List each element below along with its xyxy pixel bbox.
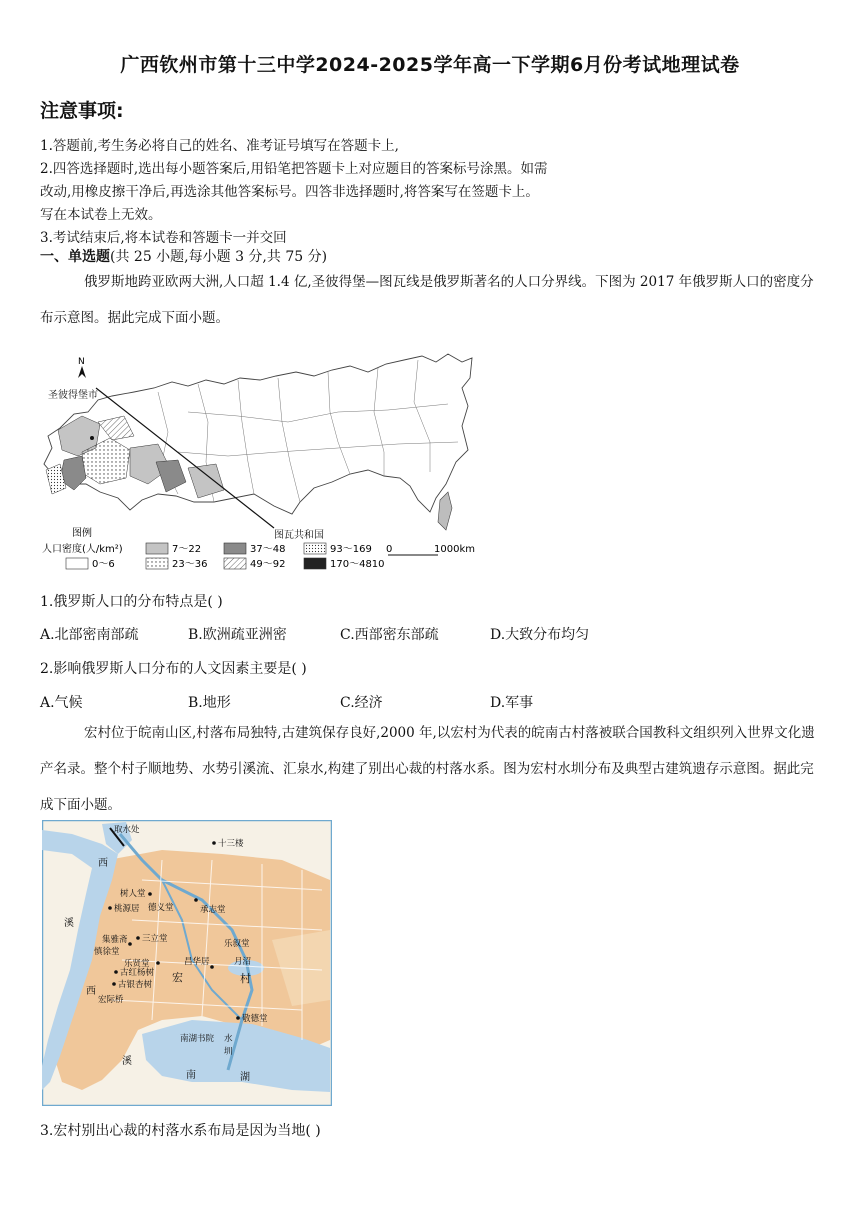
label-shurentang: 树人堂 <box>120 889 146 899</box>
q2-option-b[interactable]: B.地形 <box>188 695 231 711</box>
label-cun: 村 <box>240 972 251 985</box>
label-gu-yinxingshu: 古银杏树 <box>118 980 153 990</box>
notice-line-4: 写在本试卷上无效。 <box>40 207 162 223</box>
legend-class-1: 7～22 <box>172 544 202 555</box>
region-label: 图瓦共和国 <box>274 530 324 541</box>
russia-density-map <box>38 352 478 574</box>
q2-option-d[interactable]: D.军事 <box>490 695 534 711</box>
legend-swatch-1 <box>146 543 168 554</box>
legend-title: 图例 <box>72 528 92 539</box>
label-nan: 南 <box>186 1070 196 1081</box>
notice-line-2: 2.四答选择题时,选出每小题答案后,用铅笔把答题卡上对应题目的答案标号涂黑。如需 <box>40 161 548 177</box>
page-title: 广西钦州市第十三中学2024-2025学年高一下学期6月份考试地理试卷 <box>120 54 740 76</box>
legend-swatch-5 <box>146 558 168 569</box>
label-hongjiqiao: 宏际桥 <box>98 995 124 1005</box>
label-xi-2: 溪 <box>64 918 74 929</box>
north-arrow-icon <box>78 366 86 378</box>
q2-option-c[interactable]: C.经济 <box>340 695 383 711</box>
question-1-stem: 1.俄罗斯人口的分布特点是( ) <box>40 594 223 610</box>
north-label: N <box>78 357 85 367</box>
label-lexiantang: 乐贤堂 <box>124 959 150 969</box>
label-taoyuanju: 桃源居 <box>114 904 140 914</box>
legend-class-2: 37～48 <box>250 544 286 555</box>
question-3-stem: 3.宏村别出心裁的村落水系布局是因为当地( ) <box>40 1123 321 1139</box>
section-note: (共 25 小题,每小题 3 分,共 75 分) <box>110 249 328 265</box>
legend-swatch-4 <box>66 558 88 569</box>
label-zhen: 圳 <box>224 1047 233 1057</box>
legend-class-4: 0～6 <box>92 559 115 570</box>
label-deyitang: 德义堂 <box>148 903 174 913</box>
label-intake: 取水处 <box>114 825 140 835</box>
label-yuezhao: 月沼 <box>234 957 252 967</box>
notice-line-3: 改动,用橡皮擦干净后,再选涂其他答案标号。四答非选择题时,将答案写在签题卡上。 <box>40 184 539 200</box>
q1-option-c[interactable]: C.西部密东部疏 <box>340 627 439 643</box>
notice-line-1: 1.答题前,考生务必将自己的姓名、准考证号填写在答题卡上, <box>40 138 399 154</box>
label-xi-1: 西 <box>98 858 108 869</box>
passage-2: 宏村位于皖南山区,村落布局独特,古建筑保存良好,2000 年,以宏村为代表的皖南古村落被联合国教科文组织列入世界文化遗产名录。整个村子顺地势、水势引溪流、汇泉水,构建了别出心裁的村落水系。图为宏村水圳分布及典型古建筑遗存示意图。据此完成下面小题。 <box>40 725 815 813</box>
q2-option-a[interactable]: A.气候 <box>40 695 83 711</box>
city-label: 圣彼得堡市 <box>48 390 98 401</box>
notice-heading: 注意事项: <box>40 100 124 122</box>
label-chengzhitang: 承志堂 <box>200 905 226 915</box>
q1-option-a[interactable]: A.北部密南部疏 <box>40 627 139 643</box>
label-shui: 水 <box>224 1034 233 1044</box>
label-xi-3: 西 <box>86 986 96 997</box>
label-lexutang: 乐叙堂 <box>224 939 250 949</box>
label-hu: 湖 <box>240 1072 250 1083</box>
legend-swatch-7 <box>304 558 326 569</box>
sakhalin-island <box>438 492 452 530</box>
label-sanlitang: 三立堂 <box>142 934 168 944</box>
scale-end: 1000km <box>434 544 475 555</box>
passage-1: 俄罗斯地跨亚欧两大洲,人口超 1.4 亿,圣彼得堡—图瓦线是俄罗斯著名的人口分界线。下图为 2017 年俄罗斯人口的密度分布示意图。据此完成下面小题。 <box>40 274 814 326</box>
moscow-dot <box>90 436 94 440</box>
legend-class-7: 170～4810 <box>330 559 385 570</box>
section-header <box>40 246 327 266</box>
hongcun-water-map <box>42 820 332 1106</box>
notice-line-5: 3.考试结束后,将本试卷和答题卡一并交回 <box>40 230 287 246</box>
legend-swatch-6 <box>224 558 246 569</box>
section-label: 一、单选题 <box>40 249 110 265</box>
scale-zero: 0 <box>386 544 393 555</box>
q1-option-b[interactable]: B.欧洲疏亚洲密 <box>188 627 287 643</box>
question-2-stem: 2.影响俄罗斯人口分布的人文因素主要是( ) <box>40 661 307 677</box>
label-nanhu-shuyuan: 南湖书院 <box>180 1034 215 1044</box>
legend-class-5: 23～36 <box>172 559 208 570</box>
legend-class-6: 49～92 <box>250 559 286 570</box>
label-xi-4: 溪 <box>122 1056 132 1067</box>
label-gu-hongyangshu: 古红杨树 <box>120 968 155 978</box>
legend-swatch-2 <box>224 543 246 554</box>
label-changhuaju: 昌华居 <box>184 957 210 967</box>
label-shisanlou: 十三楼 <box>218 839 244 849</box>
q1-option-d[interactable]: D.大致分布均匀 <box>490 627 590 643</box>
label-jiyazhai: 集雅斋 <box>102 935 128 945</box>
legend-density-label: 人口密度(人/km²) <box>42 544 123 555</box>
legend-class-3: 93～169 <box>330 544 372 555</box>
label-shuxutang: 慎徐堂 <box>94 947 120 957</box>
label-jingdetang: 敬德堂 <box>242 1014 268 1024</box>
legend-swatch-3 <box>304 543 326 554</box>
label-hong: 宏 <box>172 971 183 984</box>
